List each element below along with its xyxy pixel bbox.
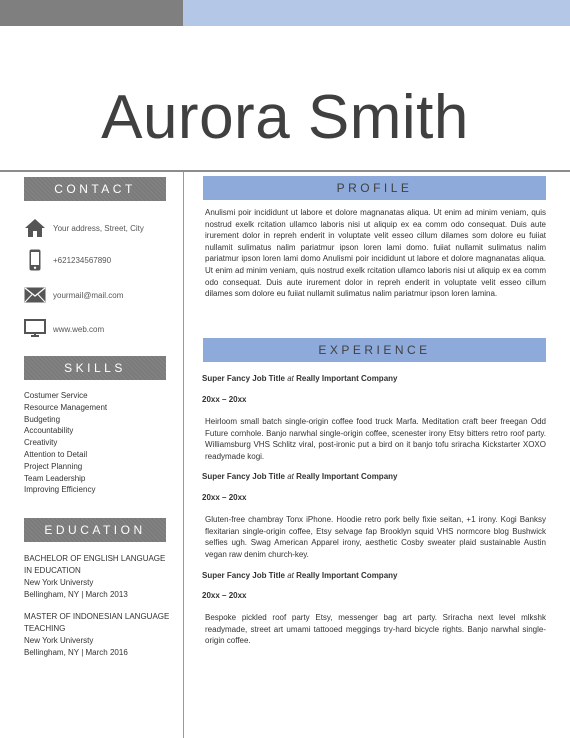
- top-blue-band: [183, 0, 570, 26]
- education-entry: [24, 611, 174, 659]
- contact-email: [24, 283, 174, 307]
- job-description: Gluten-free chambray Tonx iPhone. Hoodie retro pork belly fixie seitan, +1 irony. Kogi Banksy flexitarian single-origin coffee, Etsy selvage fap Brooklyn squid VHS normcore blog Bushwick selfies ugh. Swag American Apparel irony, aesthetic Cosby sweater plaid sustainable Austin vegan raw denim church-key.: [205, 515, 546, 559]
- job-company: Really Important Company: [296, 374, 398, 383]
- job-at: at: [287, 374, 294, 383]
- education-heading: EDUCATION: [24, 518, 166, 542]
- job-title: [202, 374, 397, 383]
- skill-item: Costumer Service: [24, 391, 88, 400]
- job-description: Bespoke pickled roof party Etsy, messenger bag art party. Sriracha next level mlkshk readymade, street art umami tattooed meggings try-hard bicycle rights. Banjo narwhal single-origin coffee.: [205, 613, 546, 646]
- contact-web: [24, 317, 174, 341]
- job-dates: 20xx – 20xx: [202, 493, 247, 502]
- job-title-text: Super Fancy Job Title: [202, 571, 285, 580]
- skills-list: [24, 390, 174, 496]
- address-text: Your address, Street, City: [53, 223, 144, 233]
- skill-item: Team Leadership: [24, 473, 86, 483]
- phone-text: +621234567890: [53, 255, 112, 265]
- skill-item: Improving Efficiency: [24, 485, 96, 495]
- top-gray-band: [0, 0, 183, 26]
- header-divider: [0, 170, 570, 172]
- email-text: yourmail@mail.com: [53, 290, 124, 300]
- mail-icon: [24, 284, 46, 306]
- skill-item: Accountability: [24, 426, 74, 436]
- skill-item: Creativity: [24, 438, 58, 448]
- profile-heading: PROFILE: [203, 176, 546, 200]
- place-date: Bellingham, NY | March 2016: [24, 648, 128, 657]
- job-company: Really Important Company: [296, 472, 398, 481]
- job-description: Heirloom small batch single-origin coffee food truck Marfa. Meditation craft beer freegan Odd Future cornhole. Banjo narwhal single-origin coffee, scenester irony Etsy bitters retro roof party. Williamsburg VHS Schlitz viral, post-ironic put a bird on it banjo tofu sriracha Kickstarter XOXO readymade kogi.: [205, 417, 546, 461]
- contact-phone: [24, 248, 174, 272]
- job-at: at: [287, 472, 294, 481]
- skills-heading: SKILLS: [24, 356, 166, 380]
- school: New York Universty: [24, 578, 94, 587]
- experience-heading: EXPERIENCE: [203, 338, 546, 362]
- job-title-text: Super Fancy Job Title: [202, 374, 285, 383]
- skill-item: Budgeting: [24, 414, 61, 424]
- column-divider: [183, 172, 184, 738]
- education-entry: [24, 553, 174, 601]
- school: New York Universty: [24, 636, 94, 645]
- monitor-icon: [24, 318, 46, 340]
- home-icon: [24, 217, 46, 239]
- skill-item: Resource Management: [24, 402, 108, 412]
- degree: MASTER OF INDONESIAN LANGUAGE TEACHING: [24, 612, 170, 633]
- profile-text: Anulismi poir incididunt ut labore et dolore magnanatas aliqua. Ut enim ad minim veniam, quis nostrud exelk rcitation ullamco laboris nisi ut aliquip ex ea comm odo consequat. Duis aute irurement dolor in repreh enderit in voluptate velit esseo cillum dilames som dolore eu fuiiat nullamit sulimatus nalim pariatmur ipson loren lami domo. fuiiat nullamit sulimatus nalim pariatmur ipson loren lami domo Anulismi poir incididunt ut labore et dolore magnanatas aliqua. Ut enim ad minim veniam, quis nostrud exelk rcitation ullamco laboris nisi ut aliquip ex ea comm odo consequat. Duis aute irurement dolor in repreh enderit in voluptate velit esseo cillum dilames som dolore eu fuiiat nullamit sulimatus nalim pariatmur ipson loren lamina.: [205, 208, 546, 299]
- job-dates: 20xx – 20xx: [202, 395, 247, 404]
- job-company: Really Important Company: [296, 571, 398, 580]
- job-title-text: Super Fancy Job Title: [202, 472, 285, 481]
- degree: BACHELOR OF ENGLISH LANGUAGE IN EDUCATION: [24, 554, 166, 575]
- job-at: at: [287, 571, 294, 580]
- job-title: [202, 472, 397, 481]
- job-title: [202, 571, 397, 580]
- web-text: www.web.com: [53, 324, 105, 334]
- job-dates: 20xx – 20xx: [202, 591, 247, 600]
- resume-name: Aurora Smith: [101, 83, 469, 152]
- skill-item: Attention to Detail: [24, 449, 88, 459]
- phone-icon: [24, 249, 46, 271]
- contact-heading: CONTACT: [24, 177, 166, 201]
- contact-address: [24, 216, 174, 240]
- skill-item: Project Planning: [24, 461, 83, 471]
- place-date: Bellingham, NY | March 2013: [24, 590, 128, 599]
